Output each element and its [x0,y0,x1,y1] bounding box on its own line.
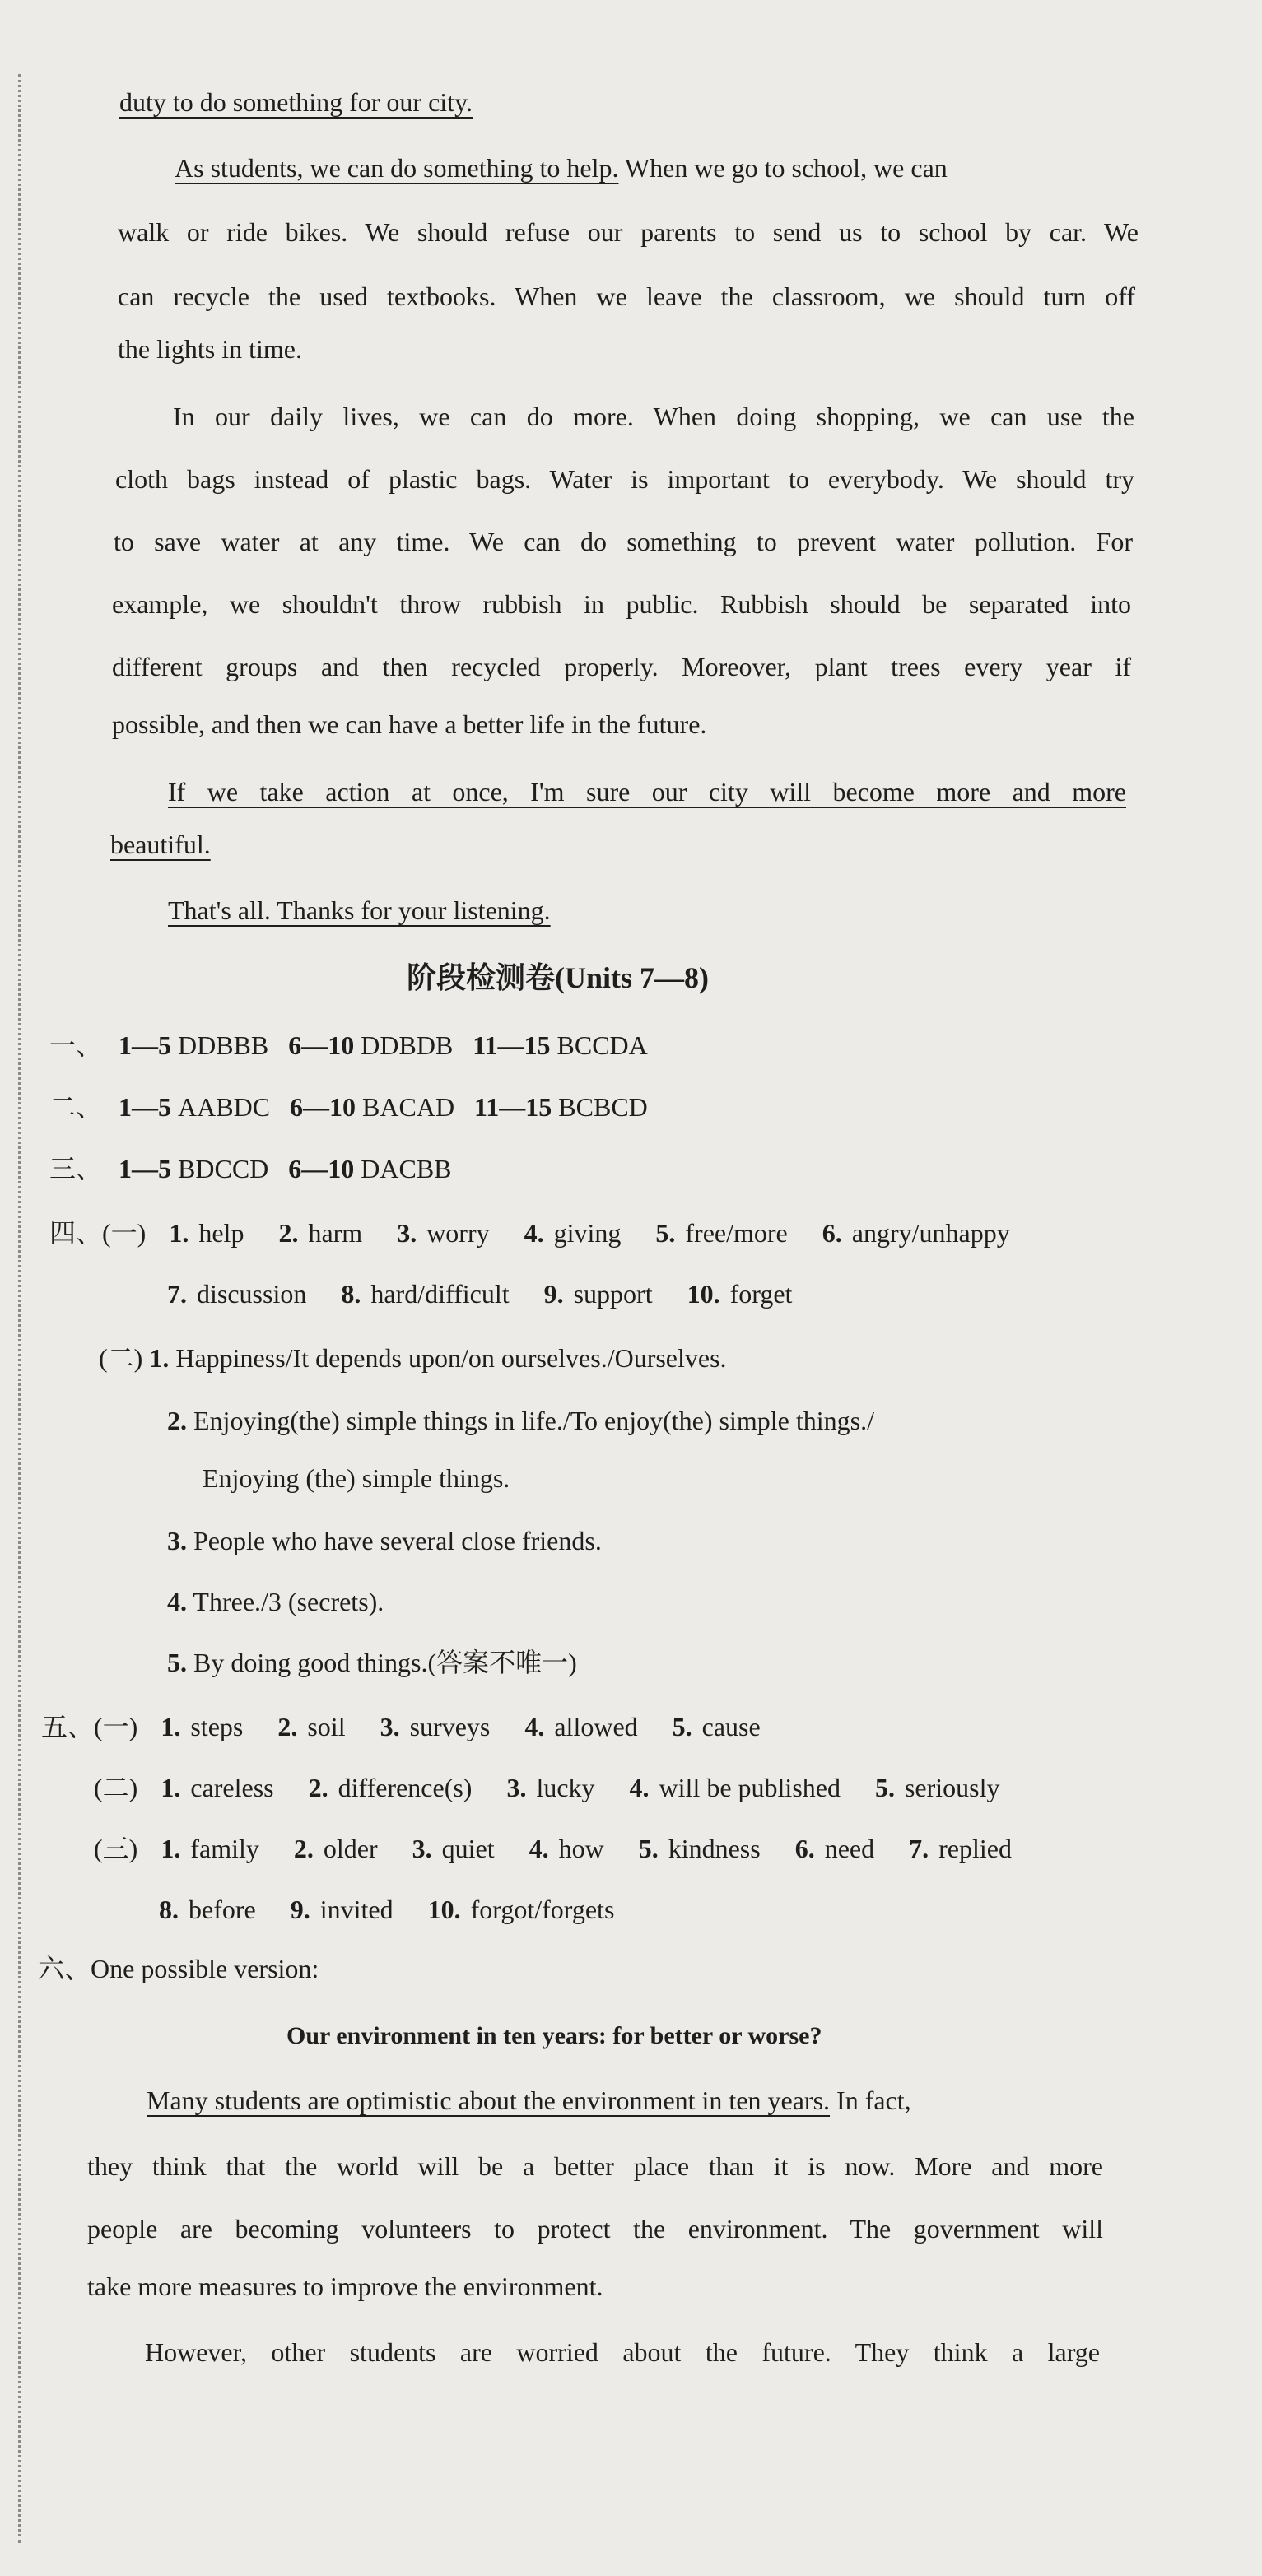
essay-line-11: possible, and then we can have a better life in the future. [112,709,707,739]
essay2-line-4: take more measures to improve the environment. [87,2271,603,2301]
essay-line-5: the lights in time. [118,334,302,364]
section-4-part-2-q2: 2. Enjoying(the) simple things in life./To enjoy(the) simple things./ [167,1406,874,1435]
essay-title: Our environment in ten years: for better or worse? [286,2022,822,2049]
section-4-part-2-q4: 4. Three./3 (secrets). [167,1587,384,1616]
section-6-intro: 六、One possible version: [38,1954,319,1983]
essay-text: When we go to school, we can [618,153,948,183]
essay-line-3: walk or ride bikes. We should refuse our parents to send us to school by car. We [118,217,1139,247]
essay-line-9: example, we shouldn't throw rubbish in public. Rubbish should be separated into [112,589,1131,619]
essay-line-4: can recycle the used textbooks. When we leave the classroom, we should turn off [118,281,1135,311]
section-4-part-2-q3: 3. People who have several close friends. [167,1526,602,1555]
binding-margin-line [18,74,21,2543]
essay2-line-5: However, other students are worried about the future. They think a large [145,2337,1100,2367]
essay-line-10: different groups and then recycled properly. Moreover, plant trees every year if [112,652,1131,681]
section-5-part-1: 五、(一) 1. steps 2. soil 3. surveys 4. allowed 5. cause [41,1712,761,1741]
page-title: 阶段检测卷(Units 7—8) [407,961,709,994]
essay2-underlined-sentence: Many students are optimistic about the environment in ten years. [147,2085,831,2115]
essay2-line-3: people are becoming volunteers to protect the environment. The government will [87,2214,1103,2244]
section-5-part-2: (二) 1. careless 2. difference(s) 3. lucky 4. will be published 5. seriously [94,1773,1000,1802]
section-label: 五、 [41,1712,95,1741]
essay-underlined-sentence: As students, we can do something to help. [175,153,619,183]
section-label: 六、 [38,1954,91,1983]
essay2-line-1 [147,2084,911,2117]
section-4-part-2-q2-cont: Enjoying (the) simple things. [203,1463,510,1493]
section-label: 四、 [49,1218,103,1248]
essay-line-1: duty to do something for our city. [119,87,473,117]
section-5-part-3-row-2: 8. before 9. invited 10. forgot/forgets [159,1895,615,1924]
essay-line-2 [175,151,948,184]
section-2-answers: 二、 1—5 AABDC 6—10 BACAD 11—15 BCBCD [49,1092,648,1122]
section-5-part-3-row-1: (三) 1. family 2. older 3. quiet 4. how 5. kindness 6. need 7. replied [94,1834,1012,1863]
essay2-line-2: they think that the world will be a better place than it is now. More and more [87,2151,1103,2181]
section-1-answers: 一、 1—5 DDBBB 6—10 DDBDB 11—15 BCCDA [49,1030,648,1060]
section-4-part-1-row-2: 7. discussion 8. hard/difficult 9. support 10. forget [167,1279,793,1309]
essay-line-14: That's all. Thanks for your listening. [168,895,551,925]
essay-line-7: cloth bags instead of plastic bags. Water is important to everybody. We should try [115,464,1134,494]
section-4-part-1-row-1: 四、(一) 1. help 2. harm 3. worry 4. giving 5. free/more 6. angry/unhappy [49,1218,1010,1248]
section-label: 二、 [49,1092,103,1122]
essay-line-13: beautiful. [110,830,211,859]
section-4-part-2-q5: 5. By doing good things.(答案不唯一) [167,1648,577,1677]
section-3-answers: 三、 1—5 BDCCD 6—10 DACBB [49,1154,452,1183]
section-label: 一、 [49,1030,103,1060]
essay2-text: In fact, [830,2085,911,2115]
essay-line-8: to save water at any time. We can do something to prevent water pollution. For [114,527,1133,556]
section-label: 三、 [49,1154,103,1183]
essay-line-12: If we take action at once, I'm sure our city will become more and more [168,777,1126,807]
section-4-part-2-q1: (二) 1. Happiness/It depends upon/on ourselves./Ourselves. [99,1343,727,1373]
essay-line-6: In our daily lives, we can do more. When doing shopping, we can use the [173,402,1134,431]
